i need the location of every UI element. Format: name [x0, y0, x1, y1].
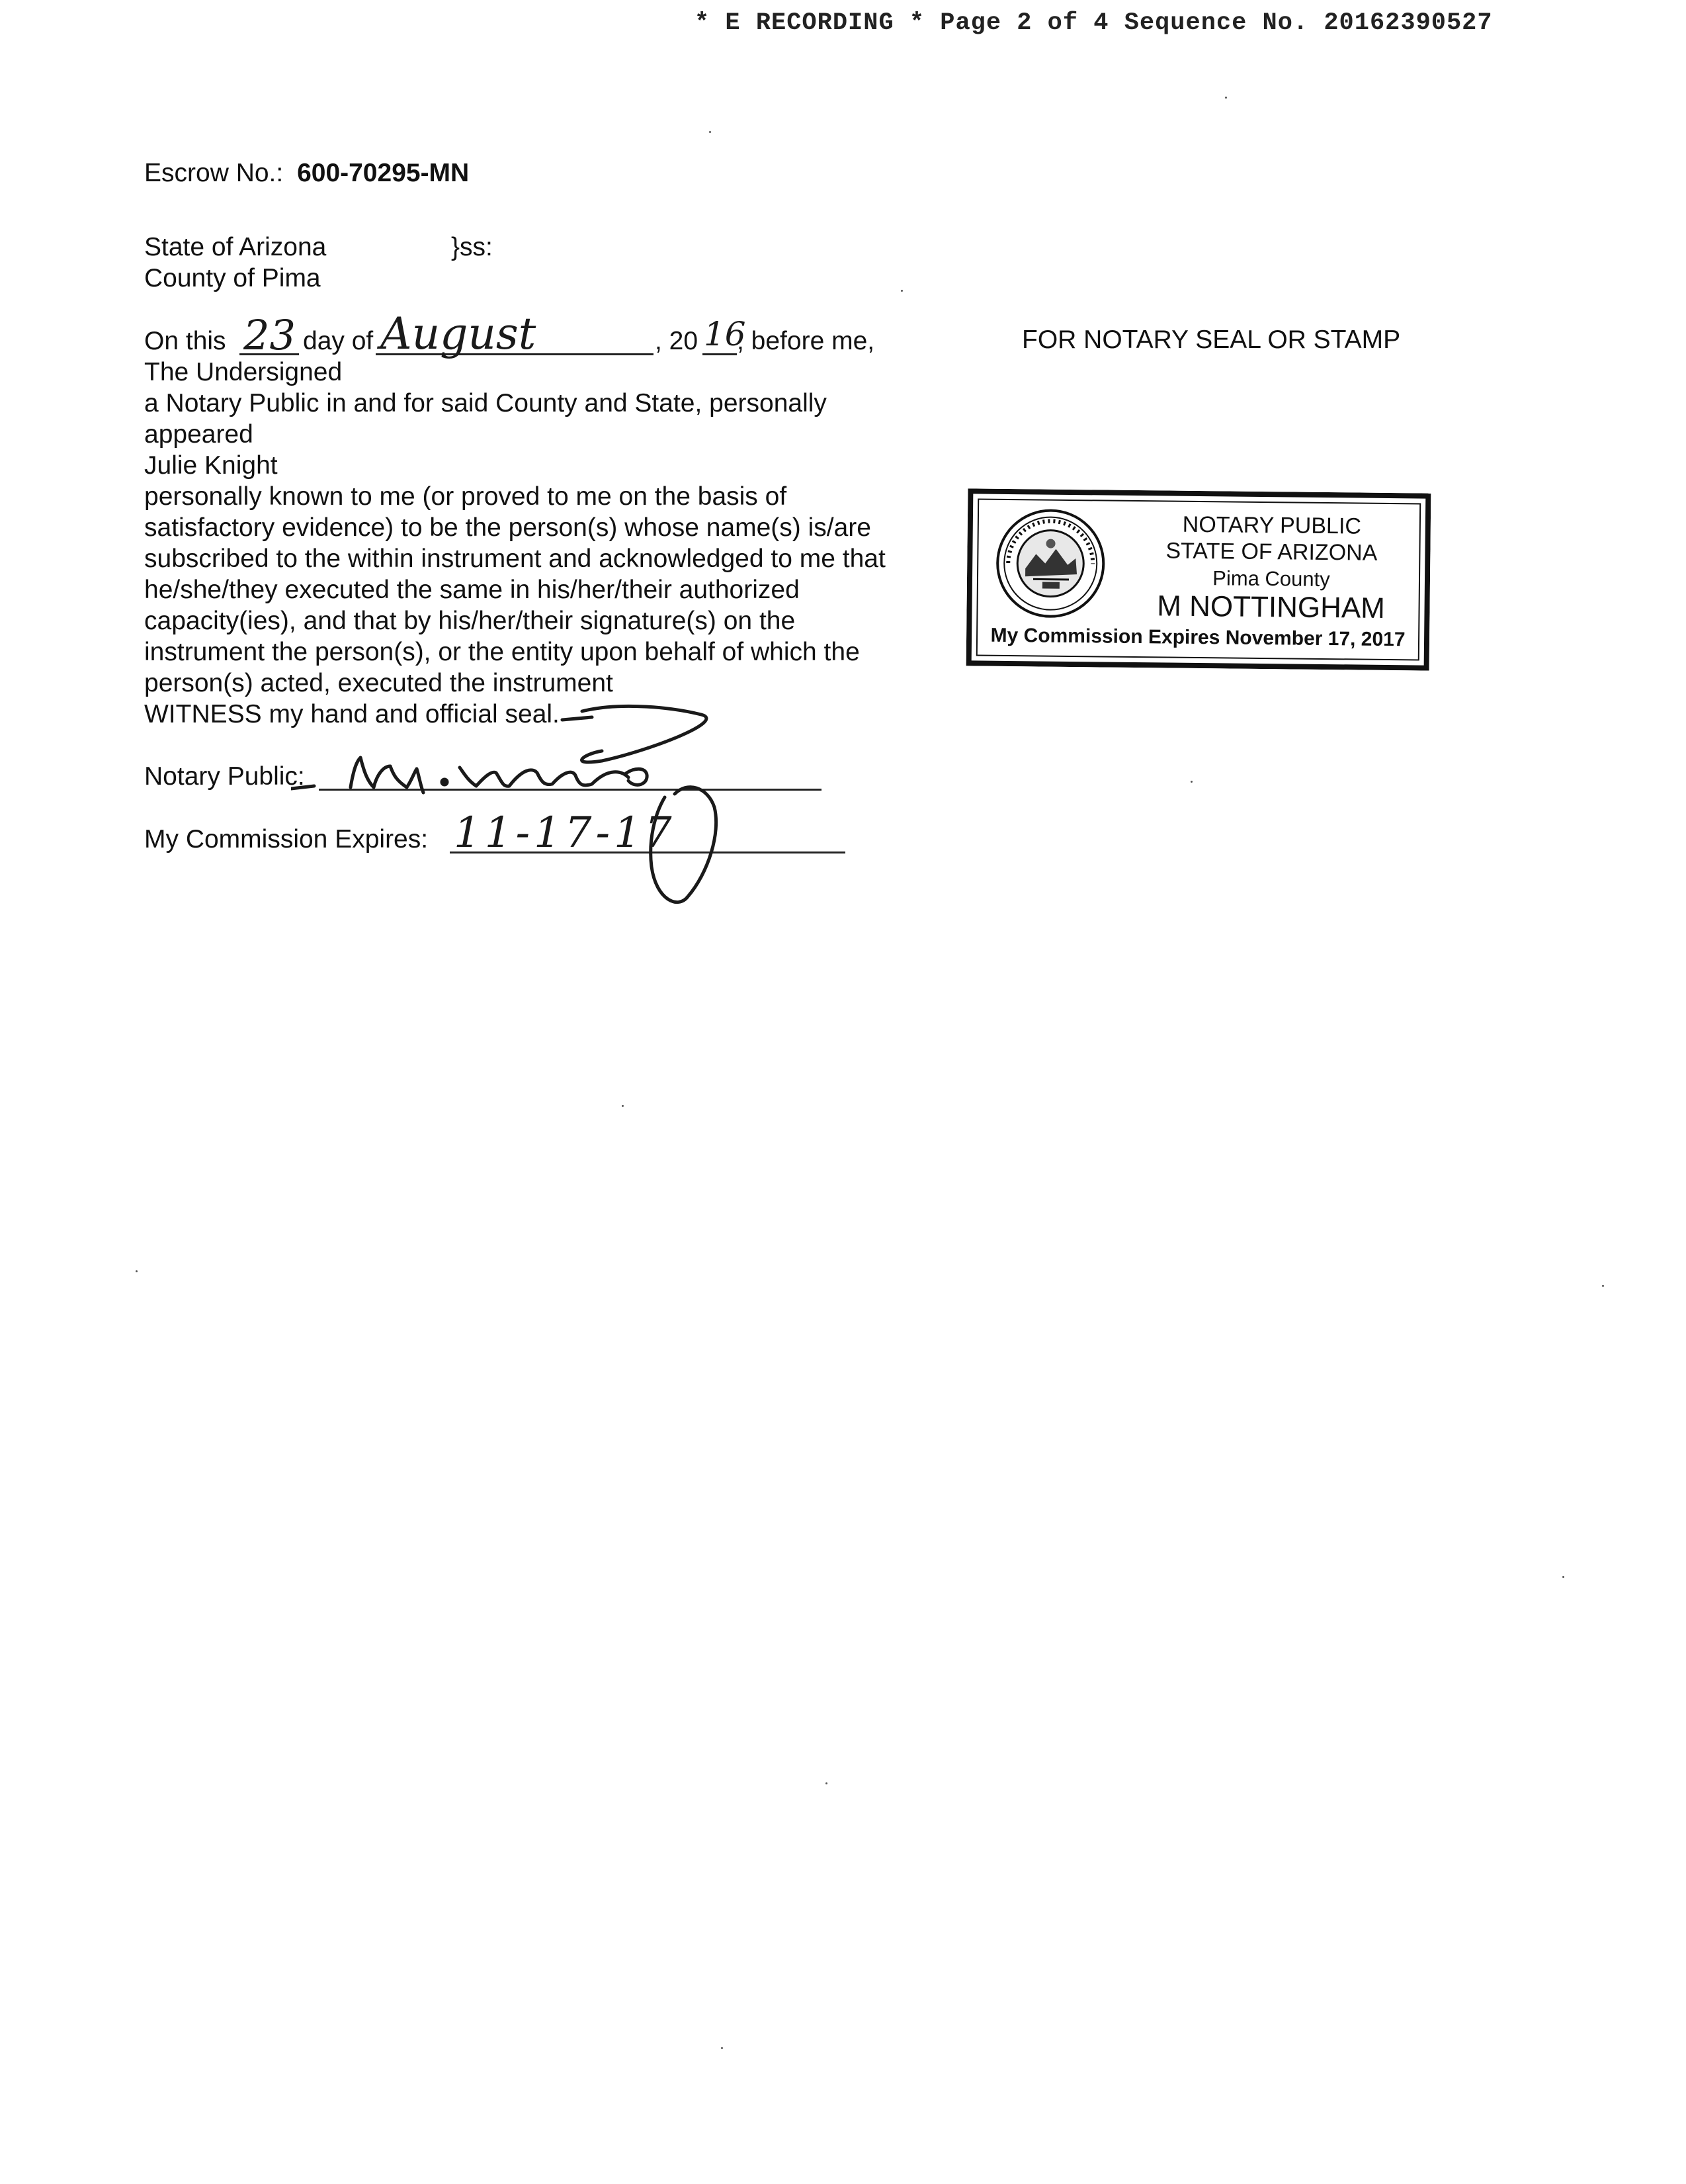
- scan-speck: [721, 2047, 723, 2049]
- year-blank-line: [702, 353, 737, 355]
- on-this-label: On this: [144, 327, 226, 355]
- commission-expires-label: My Commission Expires:: [144, 825, 429, 853]
- scan-speck: [901, 290, 903, 292]
- scan-speck: [1562, 1576, 1564, 1578]
- notary-stamp: [966, 488, 1431, 670]
- body-line: satisfactory evidence) to be the person(s) whose name(s) is/are: [144, 513, 871, 542]
- stamp-title: NOTARY PUBLIC: [1182, 511, 1362, 539]
- escrow-label: Escrow No.:: [144, 159, 284, 187]
- before-me-label: , before me,: [737, 327, 875, 355]
- body-line: person(s) acted, executed the instrument: [144, 669, 613, 697]
- scan-speck: [622, 1105, 624, 1107]
- scan-speck: [709, 131, 711, 133]
- stamp-county: Pima County: [1212, 566, 1330, 591]
- day-of-label: day of: [303, 327, 374, 355]
- arizona-seal-icon: [994, 507, 1107, 620]
- year-handwritten: 16: [704, 315, 746, 353]
- notary-signature-drawing: [291, 688, 754, 926]
- scan-speck: [1602, 1285, 1604, 1287]
- notary-public-line: a Notary Public in and for said County and State, personally: [144, 389, 827, 417]
- venue-ss: }ss:: [451, 233, 493, 261]
- venue-state: State of Arizona: [144, 233, 327, 261]
- body-line: he/she/they executed the same in his/her/their authorized: [144, 576, 800, 604]
- stamp-state: STATE OF ARIZONA: [1165, 538, 1378, 566]
- scan-speck: [1225, 97, 1227, 99]
- day-handwritten: 23: [243, 311, 296, 359]
- person-name: Julie Knight: [144, 451, 278, 480]
- seal-area-label: FOR NOTARY SEAL OR STAMP: [1022, 326, 1401, 354]
- stamp-expiration: My Commission Expires November 17, 2017: [990, 624, 1406, 651]
- appeared-line: appeared: [144, 420, 253, 449]
- scan-speck: [1191, 781, 1193, 783]
- venue-county: County of Pima: [144, 264, 321, 292]
- commission-handwritten: 11-17-17: [454, 808, 676, 857]
- recording-header: * E RECORDING * Page 2 of 4 Sequence No. 20162390527: [695, 9, 1493, 37]
- stamp-notary-name: M NOTTINGHAM: [1156, 590, 1386, 625]
- body-line: personally known to me (or proved to me on the basis of: [144, 482, 787, 511]
- body-line: subscribed to the within instrument and acknowledged to me that: [144, 545, 886, 573]
- notary-public-label: Notary Public:: [144, 762, 305, 791]
- escrow-line: [144, 157, 469, 189]
- body-line: capacity(ies), and that by his/her/their signature(s) on the: [144, 607, 796, 635]
- witness-line: WITNESS my hand and official seal.: [144, 700, 560, 728]
- undersigned-line: The Undersigned: [144, 358, 343, 386]
- scan-speck: [825, 1782, 827, 1784]
- year-prefix: , 20: [655, 327, 698, 355]
- scan-speck: [136, 1270, 138, 1272]
- escrow-number: 600-70295-MN: [297, 159, 470, 187]
- month-handwritten: August: [380, 308, 536, 359]
- body-line: instrument the person(s), or the entity upon behalf of which the: [144, 638, 860, 666]
